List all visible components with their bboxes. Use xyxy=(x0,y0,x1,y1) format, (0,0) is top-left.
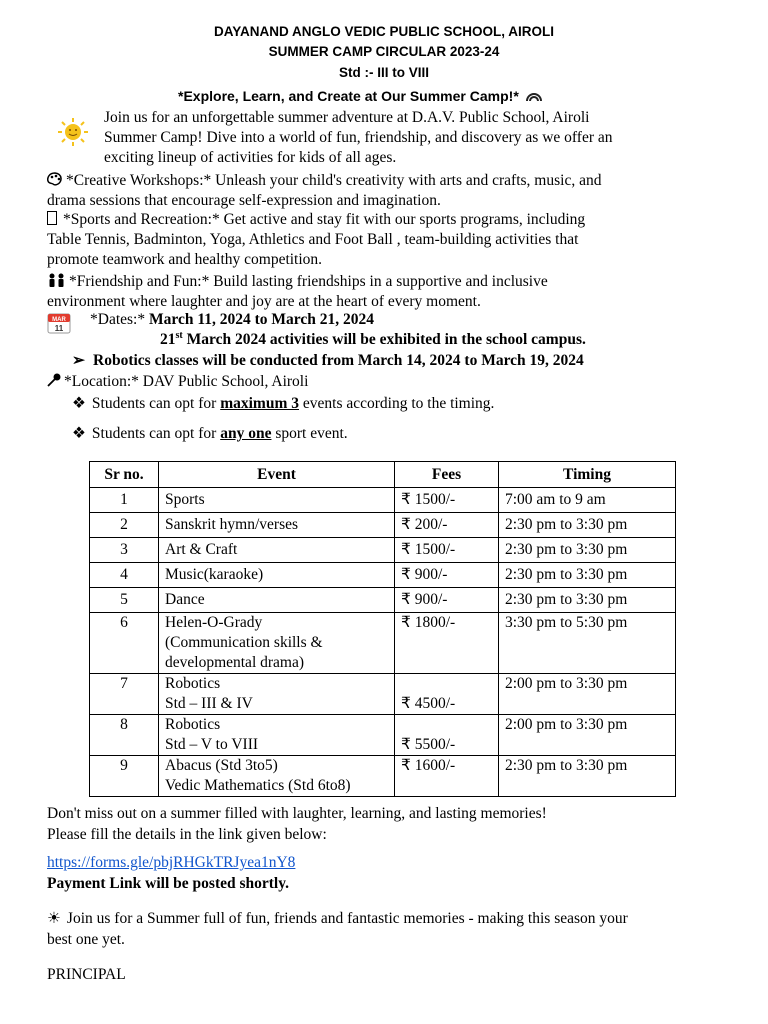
sun-icon xyxy=(55,117,91,147)
event-line: Sports xyxy=(165,491,205,508)
opt2-post: sport event. xyxy=(271,425,348,442)
exhibit-rest: March 2024 activities will be exhibited in the school campus. xyxy=(182,331,586,349)
cell-event xyxy=(159,488,395,513)
cell-sr: 6 xyxy=(90,613,159,674)
missing-glyph-icon xyxy=(47,211,57,225)
cell-event xyxy=(159,538,395,563)
cell-fees: ₹ 1500/- xyxy=(395,488,499,513)
tagline-text: *Explore, Learn, and Create at Our Summer Camp!* xyxy=(178,88,519,104)
rainbow-icon xyxy=(526,91,542,101)
std-range: Std :- III to VIII xyxy=(339,65,429,80)
opt1-pre: Students can opt for xyxy=(91,395,221,412)
cell-event xyxy=(159,563,395,588)
creative-line: *Creative Workshops:* Unleash your child's creativity with arts and crafts, music, and xyxy=(66,172,602,189)
table-row xyxy=(90,588,676,613)
opt2-emph: any one xyxy=(220,425,272,442)
cell-timing: 2:30 pm to 3:30 pm xyxy=(499,513,676,538)
event-line: Sanskrit hymn/verses xyxy=(165,516,299,533)
cell-sr: 7 xyxy=(90,674,159,715)
closing-line: Please fill the details in the link given below: xyxy=(47,826,327,843)
header-timing: Timing xyxy=(499,462,676,488)
cell-timing: 2:30 pm to 3:30 pm xyxy=(499,588,676,613)
calendar-icon xyxy=(47,312,71,334)
friendship-line: *Friendship and Fun:* Build lasting friendships in a supportive and inclusive xyxy=(69,273,548,290)
final-paragraph xyxy=(47,908,628,950)
cell-timing: 3:30 pm to 5:30 pm xyxy=(499,613,676,674)
exhibit-day: 21 xyxy=(160,331,176,349)
event-line: Helen-O-Grady xyxy=(165,614,263,631)
friendship-line: environment where laughter and joy are at the heart of every moment. xyxy=(47,293,481,310)
cell-sr: 2 xyxy=(90,513,159,538)
calendar-month: MAR xyxy=(52,317,66,323)
palette-icon xyxy=(47,172,63,186)
cell-fees: ₹ 900/- xyxy=(395,563,499,588)
opt1-post: events according to the timing. xyxy=(299,395,495,412)
sports-recreation xyxy=(47,210,585,270)
cell-event xyxy=(159,674,395,715)
exhibition-note xyxy=(160,330,586,349)
robotics-text: Robotics classes will be conducted from March 14, 2024 to March 19, 2024 xyxy=(93,352,584,369)
cell-timing: 2:00 pm to 3:30 pm xyxy=(499,715,676,756)
event-line: Std – III & IV xyxy=(165,695,253,712)
cell-event xyxy=(159,513,395,538)
cell-event xyxy=(159,756,395,797)
event-line: developmental drama) xyxy=(165,654,305,671)
cell-fees: ₹ 5500/- xyxy=(395,715,499,756)
principal-signature: PRINCIPAL xyxy=(47,966,126,983)
cell-fees: ₹ 1500/- xyxy=(395,538,499,563)
cell-event xyxy=(159,588,395,613)
table-row xyxy=(90,613,676,674)
event-line: Art & Craft xyxy=(165,541,238,558)
cell-event xyxy=(159,715,395,756)
table-row xyxy=(90,715,676,756)
friendship-fun xyxy=(47,272,548,312)
cell-timing: 7:00 am to 9 am xyxy=(499,488,676,513)
event-line: Dance xyxy=(165,591,205,608)
pushpin-icon xyxy=(47,373,61,387)
location-line xyxy=(47,373,308,391)
people-icon xyxy=(47,273,67,287)
sports-line: Table Tennis, Badminton, Yoga, Athletics and Foot Ball , team-building activities that xyxy=(47,231,579,248)
intro-line: Summer Camp! Dive into a world of fun, friendship, and discovery as we offer an xyxy=(104,129,613,146)
closing-line: Don't miss out on a summer filled with laughter, learning, and lasting memories! xyxy=(47,805,547,822)
cell-timing: 2:30 pm to 3:30 pm xyxy=(499,563,676,588)
cell-sr: 8 xyxy=(90,715,159,756)
cell-sr: 5 xyxy=(90,588,159,613)
dates-value: March 11, 2024 to March 21, 2024 xyxy=(148,311,374,328)
cell-fees: ₹ 200/- xyxy=(395,513,499,538)
location-text: *Location:* DAV Public School, Airoli xyxy=(64,373,309,390)
header-sr: Sr no. xyxy=(90,462,159,488)
events-table xyxy=(89,461,676,797)
event-line: Std – V to VIII xyxy=(165,736,259,753)
table-row xyxy=(90,488,676,513)
diamond-bullet-icon: ❖ xyxy=(72,395,86,412)
cell-sr: 3 xyxy=(90,538,159,563)
sports-line: promote teamwork and healthy competition. xyxy=(47,251,323,268)
header-event: Event xyxy=(159,462,395,488)
option-one-sport xyxy=(72,424,348,443)
cell-sr: 9 xyxy=(90,756,159,797)
table-row xyxy=(90,674,676,715)
cell-timing: 2:30 pm to 3:30 pm xyxy=(499,538,676,563)
dates-label: *Dates:* xyxy=(90,311,146,328)
event-line: Vedic Mathematics (Std 6to8) xyxy=(165,777,351,794)
cell-timing: 2:30 pm to 3:30 pm xyxy=(499,756,676,797)
table-row xyxy=(90,563,676,588)
final-line: best one yet. xyxy=(47,931,125,948)
sports-line: *Sports and Recreation:* Get active and stay fit with our sports programs, including xyxy=(63,211,586,228)
intro-line: exciting lineup of activities for kids of all ages. xyxy=(104,149,397,166)
creative-workshops xyxy=(47,171,601,211)
opt2-pre: Students can opt for xyxy=(91,425,221,442)
event-line: Robotics xyxy=(165,675,221,692)
table-row xyxy=(90,513,676,538)
intro-paragraph xyxy=(104,108,613,168)
closing-paragraph xyxy=(47,803,547,845)
event-line: Robotics xyxy=(165,716,221,733)
header-fees: Fees xyxy=(395,462,499,488)
robotics-note xyxy=(72,351,584,370)
payment-note: Payment Link will be posted shortly. xyxy=(47,875,289,892)
cell-fees: ₹ 1600/- xyxy=(395,756,499,797)
event-line: Abacus (Std 3to5) xyxy=(165,757,278,774)
cell-fees: ₹ 4500/- xyxy=(395,674,499,715)
cell-fees: ₹ 900/- xyxy=(395,588,499,613)
cell-event xyxy=(159,613,395,674)
option-max-events xyxy=(72,394,494,413)
cell-timing: 2:00 pm to 3:30 pm xyxy=(499,674,676,715)
school-name: DAYANAND ANGLO VEDIC PUBLIC SCHOOL, AIROLI xyxy=(213,24,555,39)
table-row xyxy=(90,756,676,797)
creative-line: drama sessions that encourage self-expression and imagination. xyxy=(47,192,441,209)
intro-line: Join us for an unforgettable summer adventure at D.A.V. Public School, Airoli xyxy=(104,109,590,126)
cell-fees: ₹ 1800/- xyxy=(395,613,499,674)
calendar-day: 11 xyxy=(54,324,64,333)
arrow-bullet-icon: ➢ xyxy=(72,352,85,369)
dates-line xyxy=(90,311,374,329)
cell-sr: 1 xyxy=(90,488,159,513)
registration-form-link[interactable]: https://forms.gle/pbjRHGkTRJyea1nY8 xyxy=(47,854,296,871)
exhibit-sup: st xyxy=(175,330,183,341)
opt1-emph: maximum 3 xyxy=(220,395,299,412)
tagline xyxy=(178,88,542,104)
sun-outline-icon: ☀ xyxy=(47,910,61,927)
table-header-row xyxy=(90,462,676,488)
table-row xyxy=(90,538,676,563)
circular-title: SUMMER CAMP CIRCULAR 2023-24 xyxy=(268,44,500,59)
cell-sr: 4 xyxy=(90,563,159,588)
final-line: Join us for a Summer full of fun, friends and fantastic memories - making this season your xyxy=(66,910,628,927)
event-line: (Communication skills & xyxy=(165,634,323,651)
event-line: Music(karaoke) xyxy=(165,566,264,583)
diamond-bullet-icon: ❖ xyxy=(72,425,86,442)
